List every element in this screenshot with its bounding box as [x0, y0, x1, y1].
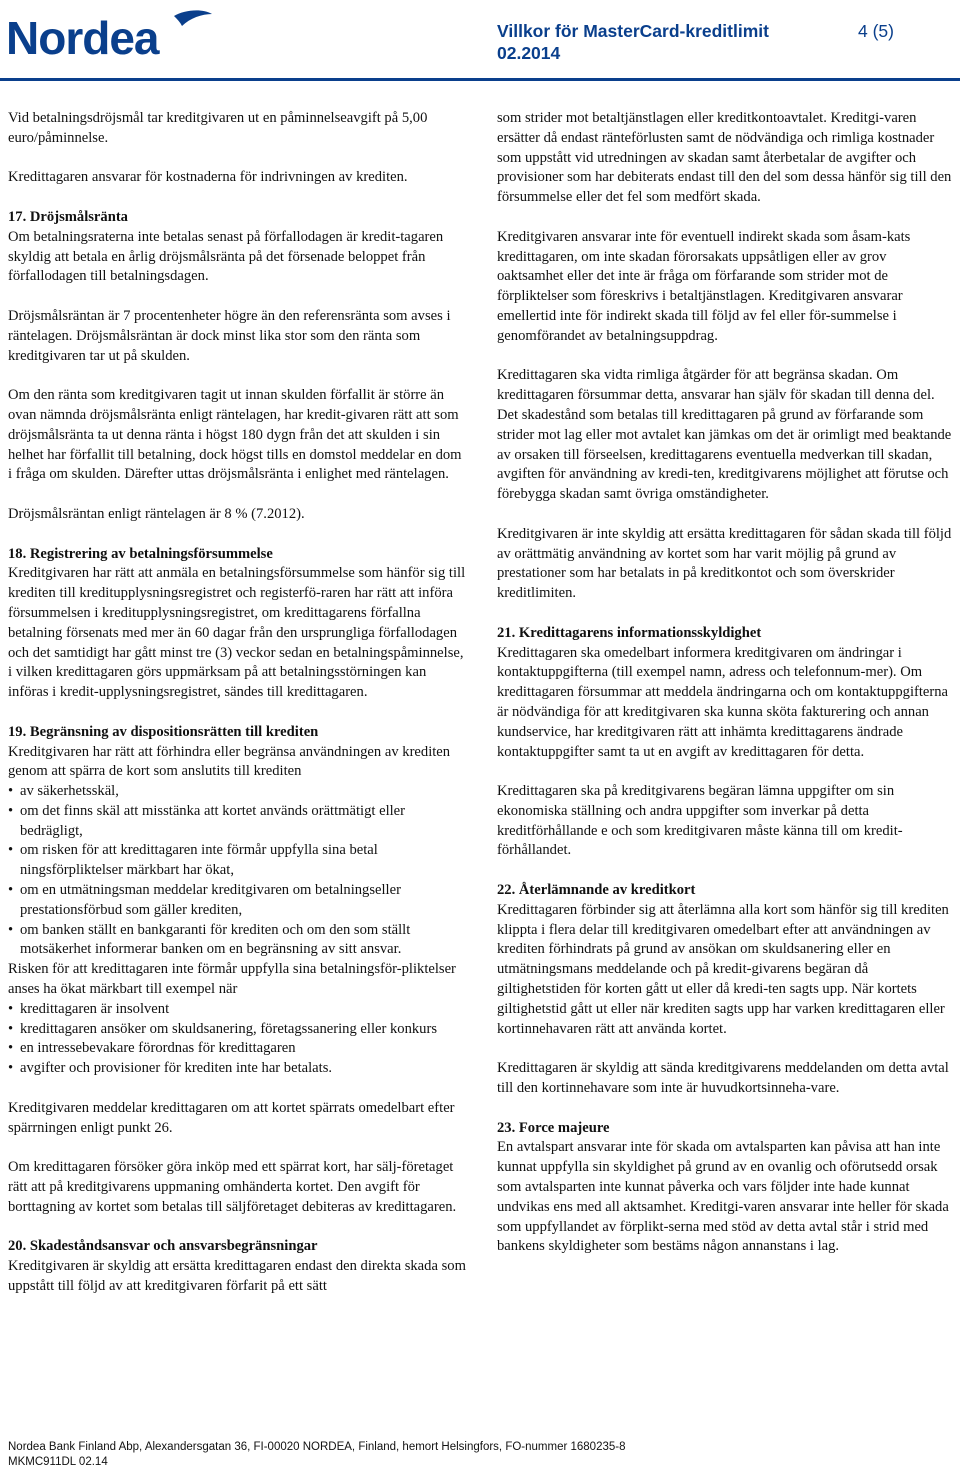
document-title: Villkor för MasterCard-kreditlimit 02.2014 [497, 21, 769, 63]
section-18 [8, 545, 468, 703]
section-20 [8, 1237, 468, 1296]
list-item: • om risken för att kredittagaren inte förmår uppfylla sina betal ningsförpliktelser märkbart har ökat, [8, 841, 468, 881]
paragraph: Om betalningsraterna inte betalas senast på förfallodagen är kredit-tagaren skyldig att betala en årlig dröjsmålsränta på det försenade beloppet från förfallodagen till betalningsdagen. [8, 228, 444, 285]
paragraph: Kreditgivaren är skyldig att ersätta kredittagaren endast den direkta skada som uppstått till följd av att kreditgivaren förfarit på ett sätt [8, 1258, 466, 1295]
section-heading: 23. Force majeure [497, 1119, 610, 1136]
paragraph: Kredittagaren ska på kreditgivarens begäran lämna uppgifter om sin ekonomiska ställning och andra uppgifter som inverkar på detta kreditförhållande e och som kreditgivaren måste känna till om kredit-förhållandet. [497, 783, 903, 859]
form-code: MKMC911DL 02.14 [8, 1455, 108, 1468]
list-item: • av säkerhetsskäl, [8, 782, 468, 802]
paragraph: Kredittagaren är skyldig att sända kreditgivarens meddelanden om detta avtal till den kortinnehavare som inte är huvudkortsinneha-vare. [497, 1060, 949, 1097]
section-heading: 17. Dröjsmålsränta [8, 208, 128, 225]
paragraph: Risken för att kredittagaren inte förmår uppfylla sina betalningsför-pliktelser anses ha ökat märkbart till exempel när [8, 961, 456, 998]
paragraph: Kreditgivaren är inte skyldig att ersätta kredittagaren för sådan skada till följd av orättmätig användning av kortet som har varit möjlig på grund av prestationer som har betalats in på kreditkontot och som överskrider kreditlimiten. [497, 525, 952, 602]
paragraph: Kreditgivaren ansvarar inte för eventuell indirekt skada som åsam-kats kredittagaren, om inte skadan förorsakats uppsåtligen eller av grov oaktsamhet eller det inte är fråga om förfarande som strider mot de förpliktelser som föreskrivs i betaltjänstlagen. Kreditgivaren ansvarar emellertid inte för indirekt skada till följd av fel eller för-summelse i genomförandet av betalningsuppdrag. [497, 228, 911, 344]
list-item: • om en utmätningsman meddelar kreditgivaren om betalningseller prestationsförbud som gäller krediten, [8, 881, 468, 921]
nordea-logo [6, 8, 216, 68]
bullet-list [8, 782, 468, 960]
paragraph: Dröjsmålsräntan enligt räntelagen är 8 % (7.2012). [8, 505, 305, 522]
list-item: • om banken ställt en bankgaranti för krediten och om den som ställt motsäkerhet informerar banken om en begränsning av sitt ansvar. [8, 921, 468, 961]
paragraph: Kredittagaren ska omedelbart informera kreditgivaren om ändringar i kontaktuppgifterna (till exempel namn, adress och telefonnum-mer). Om kredittagaren försummar att meddela ändringarna och om kontaktuppgifterna är nödvändiga för att kreditgivaren ska kunna sköta fakturering och annan kundservice, har kreditgivaren rätt att inhämta kredittagarens ändrade kontaktuppgifter samt ta ut en avgift av kredittagaren för detta. [497, 644, 949, 760]
paragraph: Om den ränta som kreditgivaren tagit ut innan skulden förfallit är större än ovan nämnda dröjsmålsränta enligt räntelagen, har kredit-givaren rätt att som dröjsmålsränta ta ut denna ränta i högst 180 dygn från det att skulden i sin helhet har förfallit till betalning, dock högst tills en domstol meddelar en dom i fråga om skulden. Därefter uttas dröjsmålsränta i enlighet med räntelagen. [8, 387, 462, 483]
list-item: • kredittagaren är insolvent [8, 1000, 468, 1020]
list-item: • om det finns skäl att misstänka att kortet används orättmätigt eller bedrägligt, [8, 802, 468, 842]
section-21 [497, 624, 955, 763]
company-address: Nordea Bank Finland Abp, Alexandersgatan 36, FI-00020 NORDEA, Finland, hemort Helsingfors, FO-nummer 1680235-8 [8, 1441, 626, 1453]
right-column [497, 109, 955, 1277]
paragraph: Om kredittagaren försöker göra inköp med ett spärrat kort, har sälj-företaget rätt att på kreditgivarens uppmaning omhänderta kortet. Den avgift för borttagning av kortet som betalas till säljföretaget debiteras av kredittagaren. [8, 1159, 457, 1215]
section-heading: 20. Skadeståndsansvar och ansvarsbegränsningar [8, 1238, 318, 1255]
page-footer [8, 1440, 948, 1469]
list-item: • en intressebevakare förordnas för kredittagaren [8, 1039, 468, 1059]
page-number: 4 (5) [858, 21, 894, 41]
paragraph: Kreditgivaren har rätt att förhindra eller begränsa användningen av krediten genom att spärra de kort som anslutits till krediten [8, 743, 451, 780]
section-22 [497, 881, 955, 1039]
section-19 [8, 723, 468, 1218]
section-heading: 19. Begränsning av dispositionsrätten till krediten [8, 723, 319, 740]
section-17 [8, 208, 468, 287]
paragraph: Kreditgivaren meddelar kredittagaren om att kortet spärrats omedelbart efter spärrningen enligt punkt 26. [8, 1099, 455, 1136]
list-item: • kredittagaren ansöker om skuldsanering, företagssanering eller konkurs [8, 1020, 468, 1040]
bullet-list [8, 1000, 468, 1079]
paragraph: Dröjsmålsräntan är 7 procentenheter högre än den referensränta som avses i räntelagen. Dröjsmålsräntan är dock minst lika stor som den ränta som kreditgivaren tar ut på skulden. [8, 307, 451, 364]
paragraph: Kreditgivaren har rätt att anmäla en betalningsförsummelse som hänför sig till krediten till kreditupplysningsregistret och registerfö-raren har rätt att införa försummelsen i kreditupplysningsregistret, om kredittagarens förfallna betalning försenats med mer än 60 dagar från den ursprungliga förfallodagen och det samtidigt har gått minst tre (3) veckor sedan en betalningspåminnelse, i vilken kredittagaren görs uppmärksam på att betalningsstörningen kan införas i kredit-upplysningsregistret, sändes till kredittagaren. [8, 565, 466, 701]
paragraph: Kredittagaren ansvarar för kostnaderna för indrivningen av krediten. [8, 169, 408, 186]
section-heading: 18. Registrering av betalningsförsummelse [8, 545, 273, 562]
paragraph: Kredittagaren förbinder sig att återlämna alla kort som hänför sig till krediten klippta i flera delar till kreditgivaren omedelbart efter att användningen av krediten förhindrats på grund av ansökan om skuldsanering eller en utmätningsmans meddelande och på kredit-givarens begäran då giltighetstiden för korten gått ut eller då kredi-ten sagts upp. När kortets giltighetstid gått ut eller när krediten sagts upp har varken kredittagaren eller kortinnehavaren rätt att använda kortet. [497, 901, 949, 1037]
logo-wing-icon [174, 10, 212, 26]
list-item: • avgifter och provisioner för krediten inte har betalats. [8, 1059, 468, 1079]
section-23 [497, 1119, 955, 1258]
header-divider [0, 78, 960, 81]
section-heading: 21. Kredittagarens informationsskyldighet [497, 624, 762, 641]
paragraph: som strider mot betaltjänstlagen eller kreditkontoavtalet. Kreditgi-varen ersätter då endast ränteförlusten samt de nödvändiga och rimliga kostnader som uppstått vid utredningen av skadan samt återbetalar de avgifter och provisioner som har debiterats endast till den del som dessa hänför sig till den försummelse eller det fel som medfört skada. [497, 110, 952, 206]
paragraph: En avtalspart ansvarar inte för skada om avtalsparten kan påvisa att han inte kunnat uppfylla sin skyldighet på grund av en ovanlig och oförutsedd orsak som avtalsparten inte kunnat påverka och vars följder inte hade kunnat undvikas ens med all aktsamhet. Kreditgi-varen ansvarar inte heller för skada som uppfyllandet av förplikt-serna med stöd av detta avtal står i strid med bankens skyldigheter som bestäms någon annanstans i lag. [497, 1139, 949, 1255]
paragraph: Vid betalningsdröjsmål tar kreditgivaren ut en påminnelseavgift på 5,00 euro/påminnelse. [8, 110, 428, 146]
left-column [8, 109, 468, 1317]
paragraph: Kredittagaren ska vidta rimliga åtgärder för att begränsa skadan. Om kredittagaren försummar detta, ansvarar han själv för skadan till denna del. Det skadestånd som betalas till kredittagaren på grund av förfarande som strider mot lag eller mot avtalet kan jämkas om det är orimligt med beaktande av orsaken till förseelsen, kredittagarens eventuella medverkan till skadan, avgiften för användning av kredi-ten, kreditgivarens möjlighet att förutse och förebygga skadan samt övriga omständigheter. [497, 367, 952, 503]
section-heading: 22. Återlämnande av kreditkort [497, 882, 696, 899]
svg-text:Nordea: Nordea [6, 12, 159, 64]
